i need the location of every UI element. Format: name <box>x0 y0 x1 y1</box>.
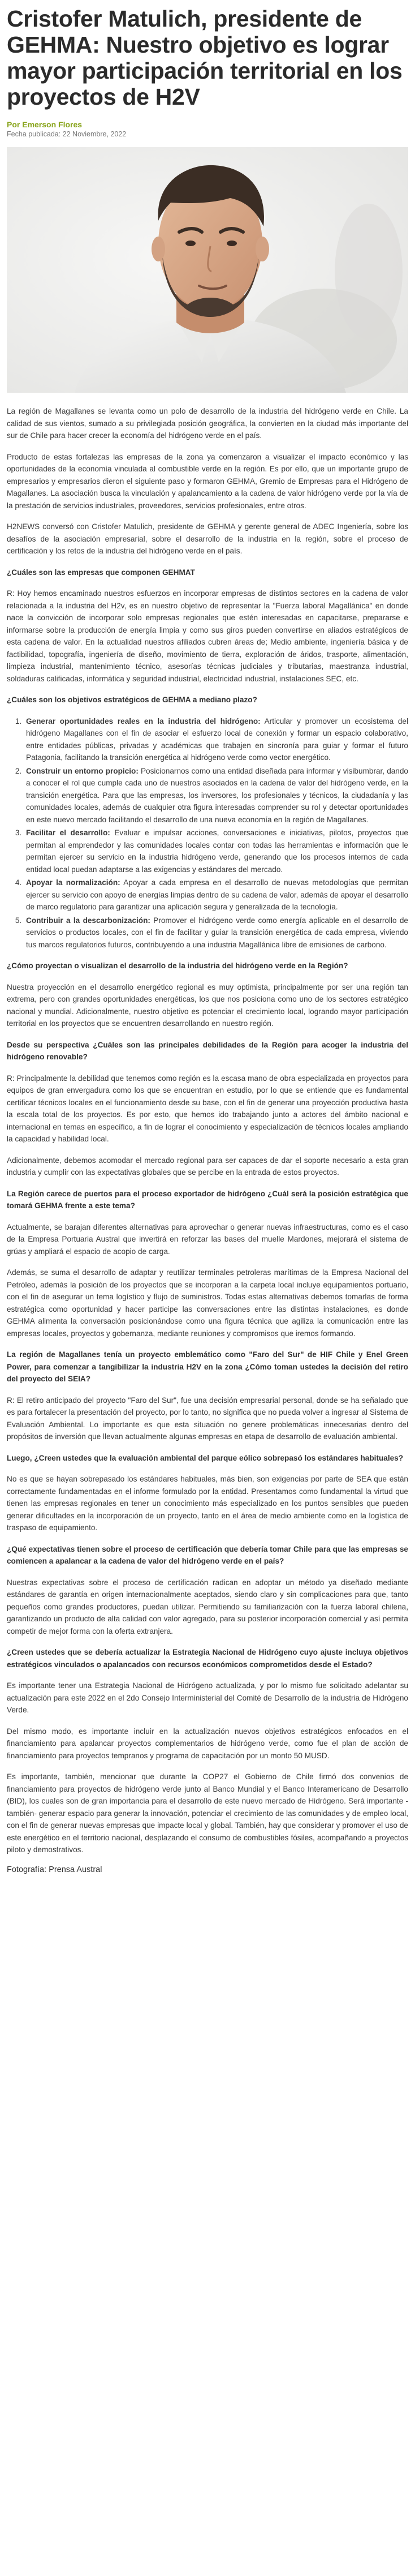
answer-5a: Actualmente, se barajan diferentes alternativas para aprovechar o generar nuevas infraestructuras, como es el caso de la Empresa Portuaria Austral que invertirá en reforzar las bases del muelle Mardones, mejorará el sistema de grúas y ampliará el espacio de acopio de carga. <box>7 1222 408 1256</box>
list-item <box>24 765 408 826</box>
question-5: La Región carece de puertos para el proceso exportador de hidrógeno ¿Cuál será la posición estratégica que tomará GEHMA frente a este tema? <box>7 1189 408 1210</box>
publish-date: Fecha publicada: 22 Noviembre, 2022 <box>7 130 127 138</box>
objective-text: Posicionarnos como una entidad diseñada para informar y visibumbrar, dando a conocer el rol que cumple cada uno de nuestros asociados en la cadena de valor del hidrógeno verde, en la transición energética. Para que las empresas, los inversores, los profesionales y técnicos, la ciudadanía y las comunidades locales, además de cualquier otra figura interesadas comprender su rol y detectar oportunidades en este nuevo mercado facilitando el desarrollo de una nueva economía en la región de Magallanes. <box>26 766 408 824</box>
intro-paragraph-1: La región de Magallanes se levanta como un polo de desarrollo de la industria del hidrógeno verde en Chile. La calidad de sus vientos, sumado a su privilegiada posición geográfica, la convierten en la ciudad más importante del sur de Chile para hacer crecer la economía del hidrógeno verde en el país. <box>7 407 408 440</box>
answer-4b: Adicionalmente, debemos acomodar el mercado regional para ser capaces de dar el soporte necesario a esta gran industria y cumplir con las expectativas globales que se percibe en la entrada de estos proyectos. <box>7 1156 408 1177</box>
list-item <box>24 915 408 951</box>
question-4: Desde su perspectiva ¿Cuáles son las principales debilidades de la Región para acoger la industria del hidrógeno renovable? <box>7 1040 408 1061</box>
photo-credit: Fotografía: Prensa Austral <box>7 1865 102 1874</box>
article-photo <box>7 147 408 393</box>
question-3: ¿Cómo proyectan o visualizan el desarrollo de la industria del hidrógeno verde en la Región? <box>7 961 348 970</box>
answer-3: Nuestra proyección en el desarrollo energético regional es muy optimista, principalmente por ser una región tan extrema, pero con grandes oportunidades energéticas, los que nos posiciona como uno de los sectores estratégico nacional y mundial. Adicionalmente, nuestro objetivo es potenciar el crecimiento local, logrando mayor participación territorial en los proyectos que se encuentren desarrollando en nuestro región. <box>7 982 408 1028</box>
objective-text: Evaluar e impulsar acciones, conversaciones e iniciativas, pilotos, proyectos que permitan al emprendedor y las comunidades locales contar con todas las herramientas e información que le permitan ejercer su servicio en la industria hidrógeno verde, generando que los procesos internos de cada entidad local puedan adaptarse a las exigencias y estándares del mercado. <box>26 828 408 874</box>
answer-8: Nuestras expectativas sobre el proceso de certificación radican en adoptar un método ya diseñado mediante estándares de garantía en origen internacionalmente aceptados, siendo claro y sin complicaciones para que, tanto pequeños como grandes productores, puedan utilizar. Permitiendo su familiarización con la fuerza laboral chilena, garantizando un producto de alta calidad con valor agregado, para su posterior incorporación comercial y así permita competir de mejor forma con la oferta extranjera. <box>7 1578 408 1635</box>
question-9: ¿Creen ustedes que se debería actualizar la Estrategia Nacional de Hidrógeno cuyo ajuste incluya objetivos estratégicos vinculados o apalancados con recursos económicos comprometidos desde el Estado? <box>7 1648 408 1669</box>
objective-text: Promover el hidrógeno verde como energía aplicable en el desarrollo de servicios o productos locales, con el fin de facilitar y guiar la transición energética de cada empresa, viviendo tus marcos regulatorios futuros, contribuyendo a una industria Magallánica libre de emisiones de carbono. <box>26 916 408 949</box>
objective-heading: Construir un entorno propicio: <box>26 766 139 775</box>
objective-text: Articular y promover un ecosistema del hidrógeno Magallanes con el fin de asociar el esfuerzo local de conexión y formar un espacio colaborativo, entre entidades públicas, privadas y académicas que trabajen en sincronía para guiar y formar el futuro Patagonia, facilitando la transición energética al hidrógeno verde como vector energético. <box>26 716 408 762</box>
answer-5b: Además, se suma el desarrollo de adaptar y reutilizar terminales petroleras marítimas de la Empresa Nacional del Petróleo, además la posición de los proyectos que se incorporan a la carpeta local incluye equipamientos portuario, con el fin de asegurar un tema logístico y flujo de suministros. Todas estas alternativas debemos tomarlas de forma estratégica como oportunidad y hacer participe las conversaciones entre las distintas instalaciones, es donde GEHMA alimenta la conversación posicionándose como una figura técnica que agiliza la comunicación entre las empresas locales, proyectos y gobernanza, mediante reuniones y compromisos que iremos formando. <box>7 1268 408 1338</box>
objective-heading: Generar oportunidades reales en la industria del hidrógeno: <box>26 716 261 725</box>
question-2: ¿Cuáles son los objetivos estratégicos de GEHMA a mediano plazo? <box>7 695 257 704</box>
article-title: Cristofer Matulich, presidente de GEHMA: Nuestro objetivo es lograr mayor participación territorial en los proyectos de H2V <box>7 6 403 110</box>
list-item <box>24 715 408 764</box>
list-item <box>24 827 408 875</box>
question-6: La región de Magallanes tenía un proyecto emblemático como "Faro del Sur" de HIF Chile y Enel Green Power, para comenzar a tangibilizar la industria H2V en la zona ¿Cómo toman ustedes la decisión del retiro del proyecto del SEIA? <box>7 1350 408 1383</box>
objective-text: Apoyar a cada empresa en el desarrollo de nuevas metodologías que permitan ejercer su servicio con apoyo de energías limpias dentro de su cadena de valor, además de apoyar el desarrollo de marco regulatorio para garantizar una aplicación segura y generalizada de la tecnología. <box>26 878 408 911</box>
answer-6: R: El retiro anticipado del proyecto "Faro del Sur", fue una decisión empresarial personal, donde se ha señalado que es para fortalecer la presentación del proyecto, por lo tanto, no significa que no pueda volver a ingresar al Sistema de Evaluación Ambiental. Lo importante es que esta situación no genere problemáticas innecesarias dentro del propósitos de inversión que llevan actualmente algunas empresas en etapa de desarrollo de evaluación ambiental. <box>7 1396 408 1441</box>
list-item <box>24 877 408 913</box>
answer-1: R: Hoy hemos encaminado nuestros esfuerzos en incorporar empresas de distintos sectores en la cadena de valor relacionada a la industria del H2v, es en nuestro objetivo de representar la "Fuerza laboral Magallánica" en donde nace la convicción de incorporar solo empresas regionales que estén interesadas en capacitarse, prepararse e informarse sobre la producción de energía limpia y como sus giros pueden convertirse en aliados estratégicos de esta cadena de valor. En la actualidad nuestros afiliados cubren áreas de; Medio ambiente, ingeniería básica y de factibilidad, topografía, ingeniería de diseño, movimiento de tierra, exploración de áridos, trasporte, alimentación, limpieza industrial, mantenimiento técnico, asesorías técnicas judiciales y tributarias, maestranza industrial, soldaduras calificadas, informática y seguridad industrial, electricidad industrial, instalaciones SEC, etc. <box>7 589 408 683</box>
answer-9c: Es importante, también, mencionar que durante la COP27 el Gobierno de Chile firmó dos convenios de financiamiento para proyectos de hidrógeno verde junto al Banco Mundial y el Banco Interamericano de Desarrollo (BID), los cuales son de gran importancia para el desarrollo de este nuevo mercado de Hidrógeno. Será importante -también- generar espacio para generar la innovación, potenciar el crecimiento de las comunidades y de empleo local, con el fin de generar nuevas empresas que impacte local y global. También, hay que considerar y promover el uso de este energético en el territorio nacional, desplazando el consumo de combustibles fósiles, acompañando a proyectos piloto y demostrativos. <box>7 1772 408 1854</box>
objective-heading: Contribuir a la descarbonización: <box>26 916 150 925</box>
question-8: ¿Qué expectativas tienen sobre el proceso de certificación que debería tomar Chile para que las empresas se comiencen a apalancar a la cadena de valor del hidrógeno verde en el país? <box>7 1544 408 1565</box>
intro-paragraph-2: Producto de estas fortalezas las empresas de la zona ya comenzaron a visualizar el impacto económico y las oportunidades de la economía vinculada al combustible verde en la región. Es por ello, que un importante grupo de empresarios y empresarios dieron el siguiente paso y formaron GEHMA, Gremio de Empresas para el Hidrógeno de Magallanes. La asociación busca la vinculación y apalancamiento a la cadena de valor hidrógeno verde por la vía de la prestación de servicios industriales, proveedores, servicios profesionales, entre otros. <box>7 452 408 510</box>
answer-4a: R: Principalmente la debilidad que tenemos como región es la escasa mano de obra especializada en proyectos para equipos de gran envergadura como los que se encuentran en estudio, por lo que se entiende que es fundamental certificar técnicos locales en el funcionamiento desde su base, con el fin de generar una proyección productiva hasta la escala total de los proyectos. Es por esto, que hemos ido trabajando junto a actores del ámbito nacional e internacional en temas en específico, a fin de lograr el conocimiento y especialización de técnicos locales ampliando la capacidad y habilidad local. <box>7 1074 408 1143</box>
objective-heading: Facilitar el desarrollo: <box>26 828 110 837</box>
intro-paragraph-3: H2NEWS conversó con Cristofer Matulich, presidente de GEHMA y gerente general de ADEC Ingeniería, sobre los desafíos de la asociación empresarial, sobre el desarrollo de la industria en la región, sobre el proceso de certificación y los retos de la industria del hidrógeno verde en el país. <box>7 522 408 555</box>
answer-9a: Es importante tener una Estrategia Nacional de Hidrógeno actualizada, y por lo mismo fue solicitado adelantar su actualización para este 2022 en el 2do Consejo Interministerial del Comité de Desarrollo de la industria de Hidrógeno Verde. <box>7 1681 408 1714</box>
objective-heading: Apoyar la normalización: <box>26 878 120 887</box>
author-byline[interactable]: Por Emerson Flores <box>7 120 83 129</box>
answer-7: No es que se hayan sobrepasado los estándares habituales, más bien, son exigencias por parte de SEA que están correctamente fundamentadas en el informe formulado por la entidad. Presentamos como fundamental la virtud que tienen las empresas regionales en tener un conocimiento más especializado en los puntos sensibles que pueden generar dificultades en la incorporación de un proyecto, tanto en el área de medio ambiente como en la logística de traspaso de equipamiento. <box>7 1475 408 1532</box>
question-1: ¿Cuáles son las empresas que componen GEHMAT <box>7 568 195 577</box>
objectives-list <box>7 715 408 951</box>
answer-9b: Del mismo modo, es importante incluir en la actualización nuevos objetivos estratégicos enfocados en el financiamiento para apalancar proyectos complementarios de hidrógeno verde, como fue el plan de acción de financiamiento para proyectos tempranos y programa de capacitación por un monto 50 MUSD. <box>7 1727 408 1760</box>
portrait-image <box>7 147 408 393</box>
question-7: Luego, ¿Creen ustedes que la evaluación ambiental del parque eólico sobrepasó los estándares habituales? <box>7 1453 404 1462</box>
